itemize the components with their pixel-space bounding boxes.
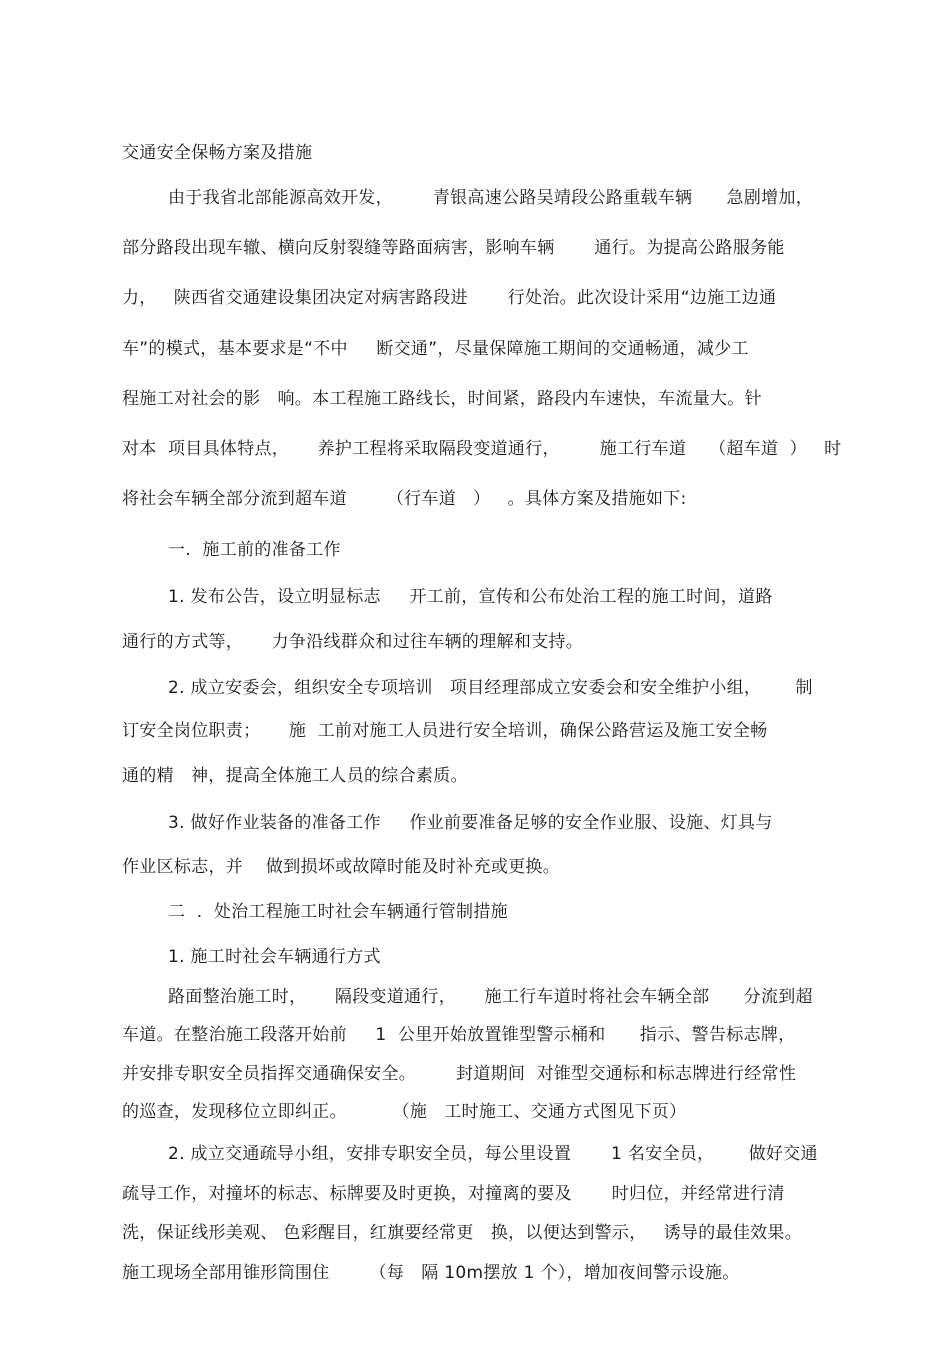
text-line: 1. 施工时社会车辆通行方式 xyxy=(168,947,381,967)
text-line: 车道。在整治施工段落开始前 1 公里开始放置锥型警示桶和 指示、警告标志牌， xyxy=(122,1025,796,1045)
text-line: 的巡查，发现移位立即纠正。 （施 工时施工、交通方式图见下页） xyxy=(122,1102,687,1122)
text-line: 施工现场全部用锥形筒围住 （每 隔 10m摆放 1 个），增加夜间警示设施。 xyxy=(122,1263,740,1283)
text-line: 力， 陕西省交通建设集团决定对病害路段进 行处治。此次设计采用“边施工边通 xyxy=(122,288,777,308)
text-line: 洗，保证线形美观、 色彩醒目，红旗要经常更 换，以便达到警示， 诱导的最佳效果。 xyxy=(122,1223,803,1243)
text-line: 程施工对社会的影 响。本工程施工路线长，时间紧，路段内车速快，车流量大。针 xyxy=(122,389,762,409)
document-title: 交通安全保畅方案及措施 xyxy=(122,143,313,163)
text-line: 将社会车辆全部分流到超车道 （行车道 ） 。具体方案及措施如下: xyxy=(122,489,687,509)
section-heading: 二 . 处治工程施工时社会车辆通行管制措施 xyxy=(168,902,508,922)
text-line: 部分路段出现车辙、横向反射裂缝等路面病害，影响车辆 通行。为提高公路服务能 xyxy=(122,238,785,258)
section-heading: 一. 施工前的准备工作 xyxy=(168,540,341,560)
text-line: 订安全岗位职责； 施 工前对施工人员进行安全培训，确保公路营运及施工安全畅 xyxy=(122,721,768,741)
text-line: 1. 发布公告，设立明显标志 开工前，宣传和公布处治工程的施工时间，道路 xyxy=(168,587,773,607)
text-line: 2. 成立交通疏导小组，安排专职安全员，每公里设置 1 名安全员， 做好交通 xyxy=(168,1144,818,1164)
text-line: 由于我省北部能源高效开发， 青银高速公路吴靖段公路重载车辆 急剧增加， xyxy=(168,188,814,208)
text-line: 作业区标志，并 做到损坏或故障时能及时补充或更换。 xyxy=(122,857,561,877)
text-line: 3. 做好作业装备的准备工作 作业前要准备足够的安全作业服、设施、灯具与 xyxy=(168,813,773,833)
text-line: 通行的方式等， 力争沿线群众和过往车辆的理解和支持。 xyxy=(122,632,584,652)
text-line: 并安排专职安全员指挥交通确保安全。 封道期间 对锥型交通标和标志牌进行经常性 xyxy=(122,1064,797,1084)
text-line: 通的精 神，提高全体施工人员的综合素质。 xyxy=(122,766,468,786)
text-line: 疏导工作，对撞坏的标志、标牌要及时更换，对撞离的要及 时归位，并经常进行清 xyxy=(122,1184,785,1204)
text-line: 对本 项目具体特点， 养护工程将采取隔段变道通行， 施工行车道 （超车道 ） 时 xyxy=(122,439,842,459)
text-line: 路面整治施工时， 隔段变道通行， 施工行车道时将社会车辆全部 分流到超 xyxy=(168,987,813,1007)
text-line: 车”的模式，基本要求是“不中 断交通”，尽量保障施工期间的交通畅通，减少工 xyxy=(122,339,749,359)
text-line: 2. 成立安委会，组织安全专项培训 项目经理部成立安委会和安全维护小组， 制 xyxy=(168,678,813,698)
